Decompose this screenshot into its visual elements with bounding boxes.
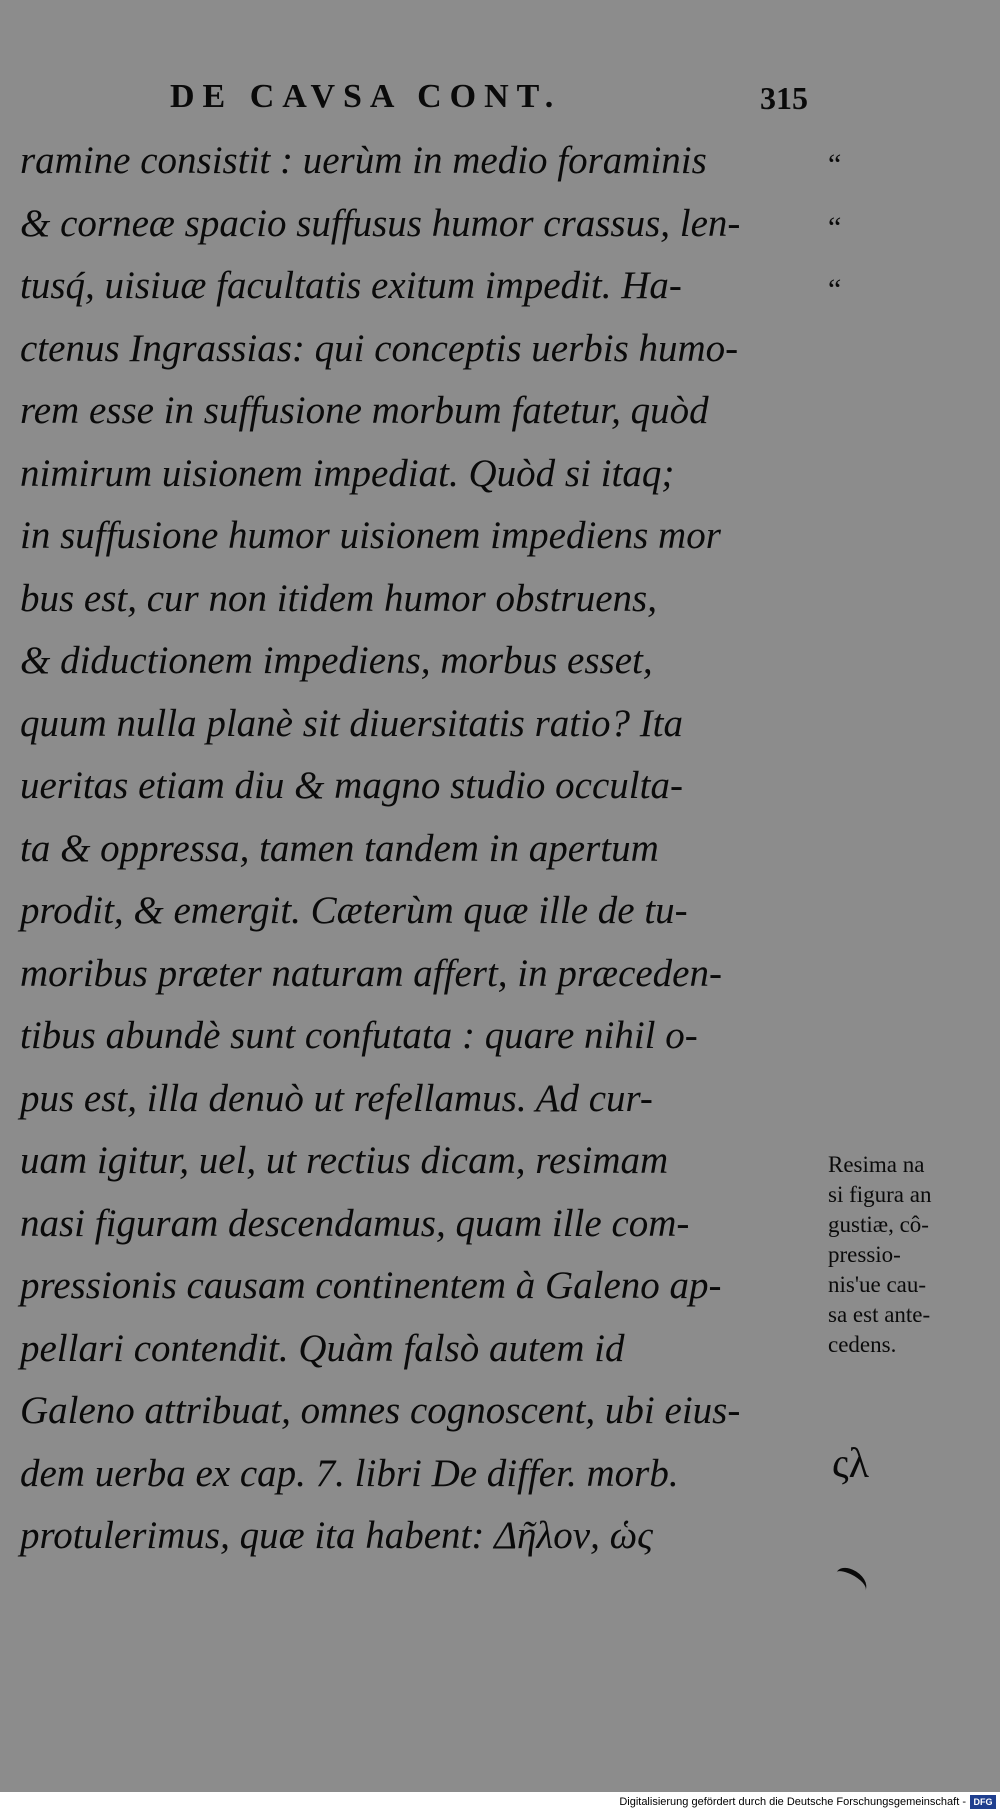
body-line: quum nulla planè sit diuersitatis ratio? Ita (20, 701, 684, 745)
marginal-note-line: gustiæ, cô- (828, 1212, 929, 1237)
marginal-note-line: pressio- (828, 1242, 901, 1267)
marginal-note-line: nis'ue cau- (828, 1272, 927, 1297)
body-line: dem uerba ex cap. 7. libri De differ. morb. (20, 1451, 679, 1495)
quotation-mark: “ (828, 148, 842, 181)
page-number: 315 (760, 80, 808, 116)
body-line: protulerimus, quæ ita habent: Δῆλον, ὡς (20, 1514, 653, 1557)
signature-mark: ςλ (832, 1441, 869, 1487)
marginal-note-line: sa est ante- (828, 1302, 931, 1327)
body-line: tibus abundè sunt confutata : quare nihil o- (20, 1014, 698, 1057)
body-line: pus est, illa denuò ut refellamus. Ad cur- (20, 1076, 653, 1120)
quotation-mark: “ (828, 210, 842, 244)
body-line: bus est, cur non itidem humor obstruens, (20, 576, 657, 620)
quotation-mark: “ (828, 273, 842, 306)
body-line: Galeno attribuat, omnes cognoscent, ubi eius- (20, 1389, 741, 1432)
marginal-note-line: Resima na (828, 1152, 925, 1177)
body-line: ctenus Ingrassias: qui conceptis uerbis humo- (20, 326, 739, 370)
body-line: pressionis causam continentem à Galeno ap- (20, 1264, 722, 1307)
body-line: rem esse in suffusione morbum fatetur, quòd (20, 389, 709, 432)
ink-smudge (831, 1564, 872, 1599)
body-line: & diductionem impediens, morbus esset, (20, 639, 653, 682)
marginal-note (828, 1150, 996, 1360)
body-line: prodit, & emergit. Cæterùm quæ ille de tu- (20, 889, 688, 932)
digitization-footer (0, 1792, 1000, 1814)
body-line: in suffusione humor uisionem impediens mor (20, 514, 721, 557)
body-text-block (20, 130, 820, 1568)
body-line: pellari contendit. Quàm falsò autem id (20, 1326, 625, 1370)
marginal-note-line: cedens. (828, 1332, 897, 1357)
marginal-note-line: si figura an (828, 1182, 932, 1207)
body-line: tusq́, uisiuæ facultatis exitum impedit. Ha- (20, 264, 682, 307)
body-line: moribus præter naturam affert, in præceden- (20, 951, 722, 995)
body-line: uam igitur, uel, ut rectius dicam, resimam (20, 1139, 669, 1182)
body-line: ta & oppressa, tamen tandem in apertum (20, 826, 659, 870)
dfg-logo-icon: DFG (970, 1795, 996, 1809)
footer-credit: Digitalisierung gefördert durch die Deutsche Forschungsgemeinschaft - (619, 1796, 966, 1808)
quotation-marks-column (828, 134, 841, 322)
running-title: DE CAVSA CONT. (170, 78, 562, 115)
body-line: ueritas etiam diu & magno studio occulta- (20, 764, 683, 807)
body-line: & corneæ spacio suffusus humor crassus, len- (20, 201, 741, 245)
body-line: nimirum uisionem impediat. Quòd si itaq; (20, 451, 675, 495)
body-line: ramine consistit : uerùm in medio foraminis (20, 139, 707, 182)
body-line: nasi figuram descendamus, quam ille com- (20, 1201, 690, 1245)
